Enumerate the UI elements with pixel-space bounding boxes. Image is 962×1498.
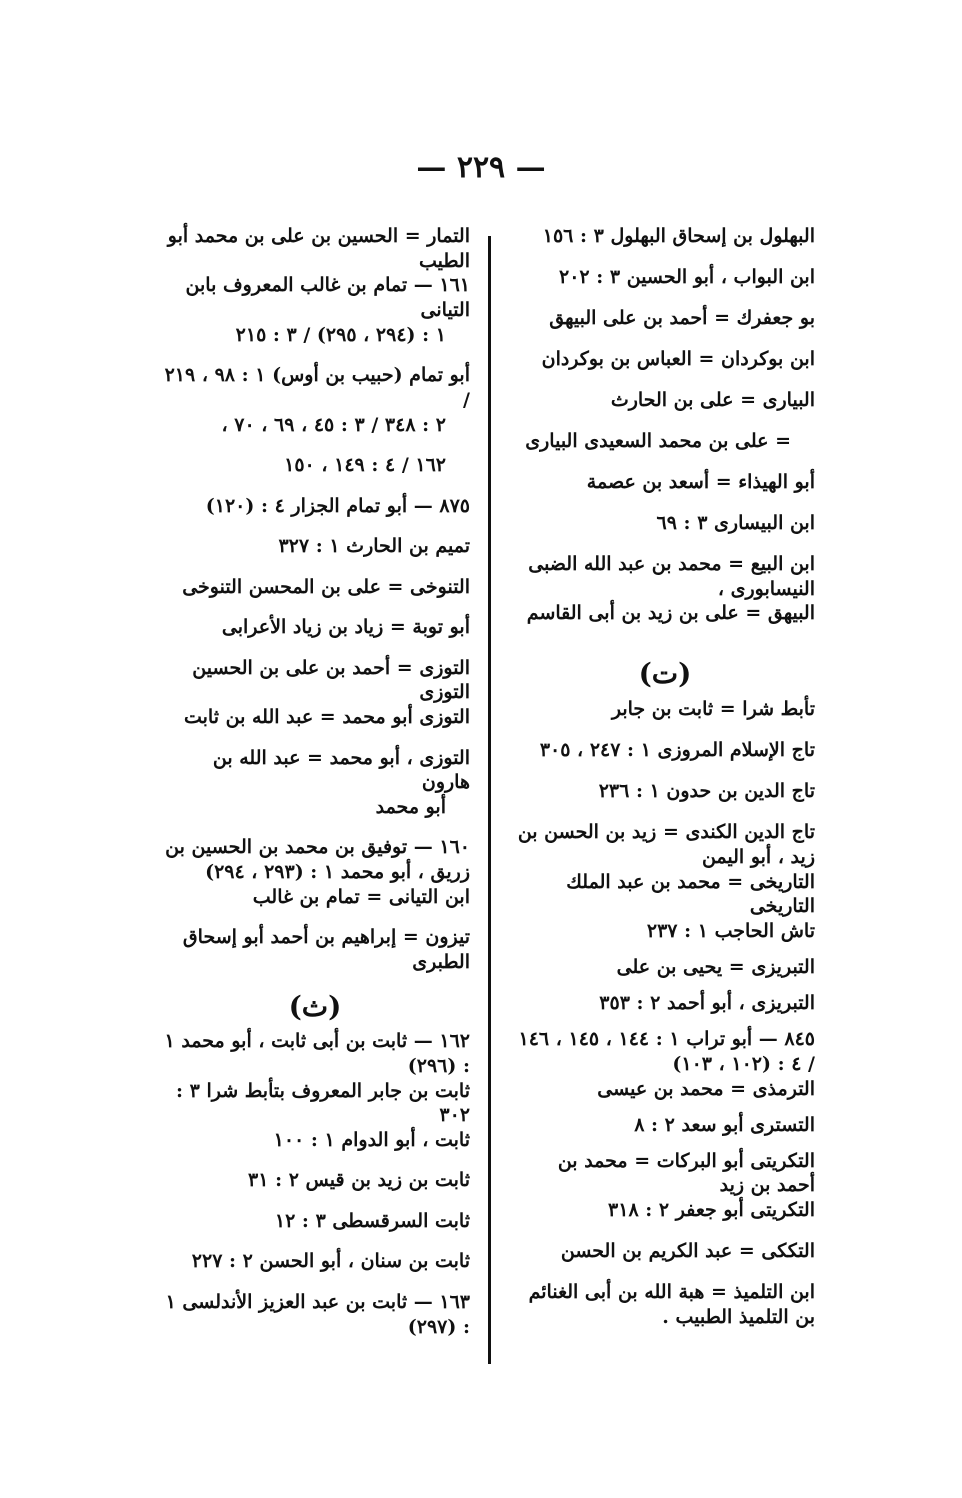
index-column-right xyxy=(515,224,815,1329)
index-entry: ثابت بن زيد بن قيس ٢ : ٣١ xyxy=(248,1169,470,1192)
index-entry: أبو تمام (حبيب بن أوس) ١ : ٩٨ ، ٢١٩ / xyxy=(164,364,470,411)
index-entry: التوزى أبو محمد = عبد الله بن ثابت xyxy=(183,706,470,728)
index-entry: ١ : (٢٩٤ ، ٢٩٥) / ٣ : ٢١٥ xyxy=(235,323,446,346)
index-entry: ١٦٢ — ثابت بن أبى ثابت ، أبو محمد ١ : (٢٩٦) xyxy=(164,1030,470,1077)
section-heading-tha: (ث) xyxy=(288,989,342,1023)
index-entry: تاش الحاجب ١ : ٢٣٧ xyxy=(646,920,815,943)
index-entry: التمار = الحسين بن على بن محمد أبو الطيب xyxy=(167,225,470,272)
section-heading-ta: (ت) xyxy=(638,657,692,691)
index-entry: تيزون = إبراهيم بن أحمد أبو إسحاق الطبرى xyxy=(182,926,470,973)
index-entry: تاج الإسلام المروزى ١ : ٢٤٧ ، ٣٠٥ xyxy=(539,739,815,762)
index-entry: التبريزى ، أبو أحمد ٢ : ٣٥٣ xyxy=(599,992,815,1015)
index-entry: ابن بوكردان = العباس بن بوكردان xyxy=(541,348,815,370)
index-entry: التنوخى = على بن المحسن التنوخى xyxy=(182,575,470,598)
index-entry: ١٦١ — تمام بن غالب المعروف بابن التيانى xyxy=(185,274,470,322)
index-entry: الترمذى = محمد بن عيسى xyxy=(597,1077,815,1100)
index-entry: البهلول بن إسحاق البهلول ٣ : ١٥٦ xyxy=(542,225,815,247)
index-entry: ثابت بن سنان ، أبو الحسن ٢ : ٢٢٧ xyxy=(191,1250,470,1273)
index-entry: ابن التيانى = تمام بن غالب xyxy=(252,885,470,908)
index-entry: تاج الدين الكندى = زيد بن الحسن بن زيد ، أبو اليمن xyxy=(517,821,815,869)
index-entry: التكريتى أبو البركات = محمد بن أحمد بن زيد xyxy=(557,1149,815,1197)
index-entry: ثابت ، أبو الدوام ١ : ١٠٠ xyxy=(273,1128,470,1151)
index-entry: ثابت بن جابر المعروف بتأبط شرا ٣ : ٣٠٢ xyxy=(175,1079,470,1127)
index-entry: التككى = عبد الكريم بن الحسن xyxy=(560,1239,815,1262)
index-entry: ١٦٣ — ثابت بن عبد العزيز الأندلسى ١ : (٢٩٧) xyxy=(165,1290,470,1338)
index-entry: التوزى ، أبو محمد = عبد الله بن هارون xyxy=(212,746,470,794)
index-entry: التبريزى = يحيى بن على xyxy=(616,956,815,979)
index-entry: أبو الهيذاء = أسعد بن عصمة xyxy=(586,471,815,493)
index-entry: تميم بن الحارث ١ : ٣٢٧ xyxy=(278,535,470,558)
index-entry: التوزى = أحمد بن على بن الحسين التوزى xyxy=(192,656,470,704)
index-entry: التكريتى أبو جعفر ٢ : ٣١٨ xyxy=(608,1198,815,1221)
index-entry: البيهق = على بن زيد بن أبى القاسم xyxy=(526,602,815,625)
index-entry: تاج الدين بن حدون ١ : ٢٣٦ xyxy=(598,780,815,803)
index-entry: ٨٧٥ — أبو تمام الجزار ٤ : (١٢٠) xyxy=(205,494,470,517)
index-column-left xyxy=(160,224,470,1339)
index-entry: ابن البيسارى ٣ : ٦٩ xyxy=(656,512,815,534)
index-entry: ١٦٠ — توفيق بن محمد بن الحسين بن زريق ، أبو محمد ١ : (٢٩٣ ، ٢٩٤) xyxy=(165,836,470,884)
index-entry: التاريخى = محمد بن عبد الملك التاريخى xyxy=(566,870,815,918)
index-entry: ثابت السرقسطى ٣ : ١٢ xyxy=(274,1209,470,1232)
index-entry: ٨٤٥ — أبو تراب ١ : ١٤٤ ، ١٤٥ ، ١٤٦ / ٤ : (١٠٢ ، ١٠٣) xyxy=(518,1028,815,1075)
index-entry: أبو محمد xyxy=(375,795,446,818)
index-entry: تأبط شرا = ثابت بن جابر xyxy=(611,698,815,721)
index-entry: = على بن محمد السعيدى البيارى xyxy=(525,430,791,452)
page-number: — ٢٢٩ — xyxy=(416,150,546,185)
index-entry: التسترى أبو سعد ٢ : ٨ xyxy=(634,1113,815,1136)
index-entry: ابن البيع = محمد بن عبد الله الضبى النيسابورى ، xyxy=(528,553,815,600)
index-entry: ٢ : ٣٤٨ / ٣ : ٤٥ ، ٦٩ ، ٧٠ ، xyxy=(221,413,446,436)
index-entry: أبو توبة = زياد بن زياد الأعرابى xyxy=(221,616,470,639)
column-divider xyxy=(488,236,491,1364)
index-entry: ابن البواب ، أبو الحسين ٣ : ٢٠٢ xyxy=(559,266,815,288)
index-entry: بو جعفرك = أحمد بن على البيهق xyxy=(549,307,815,329)
index-entry: ١٦٢ / ٤ : ١٤٩ ، ١٥٠ xyxy=(284,454,446,477)
index-entry: ابن التلميذ = هبة الله بن أبى الغنائم بن التلميذ الطبيب . xyxy=(528,1280,815,1328)
index-entry: البيارى = على بن الحارث xyxy=(610,389,815,411)
